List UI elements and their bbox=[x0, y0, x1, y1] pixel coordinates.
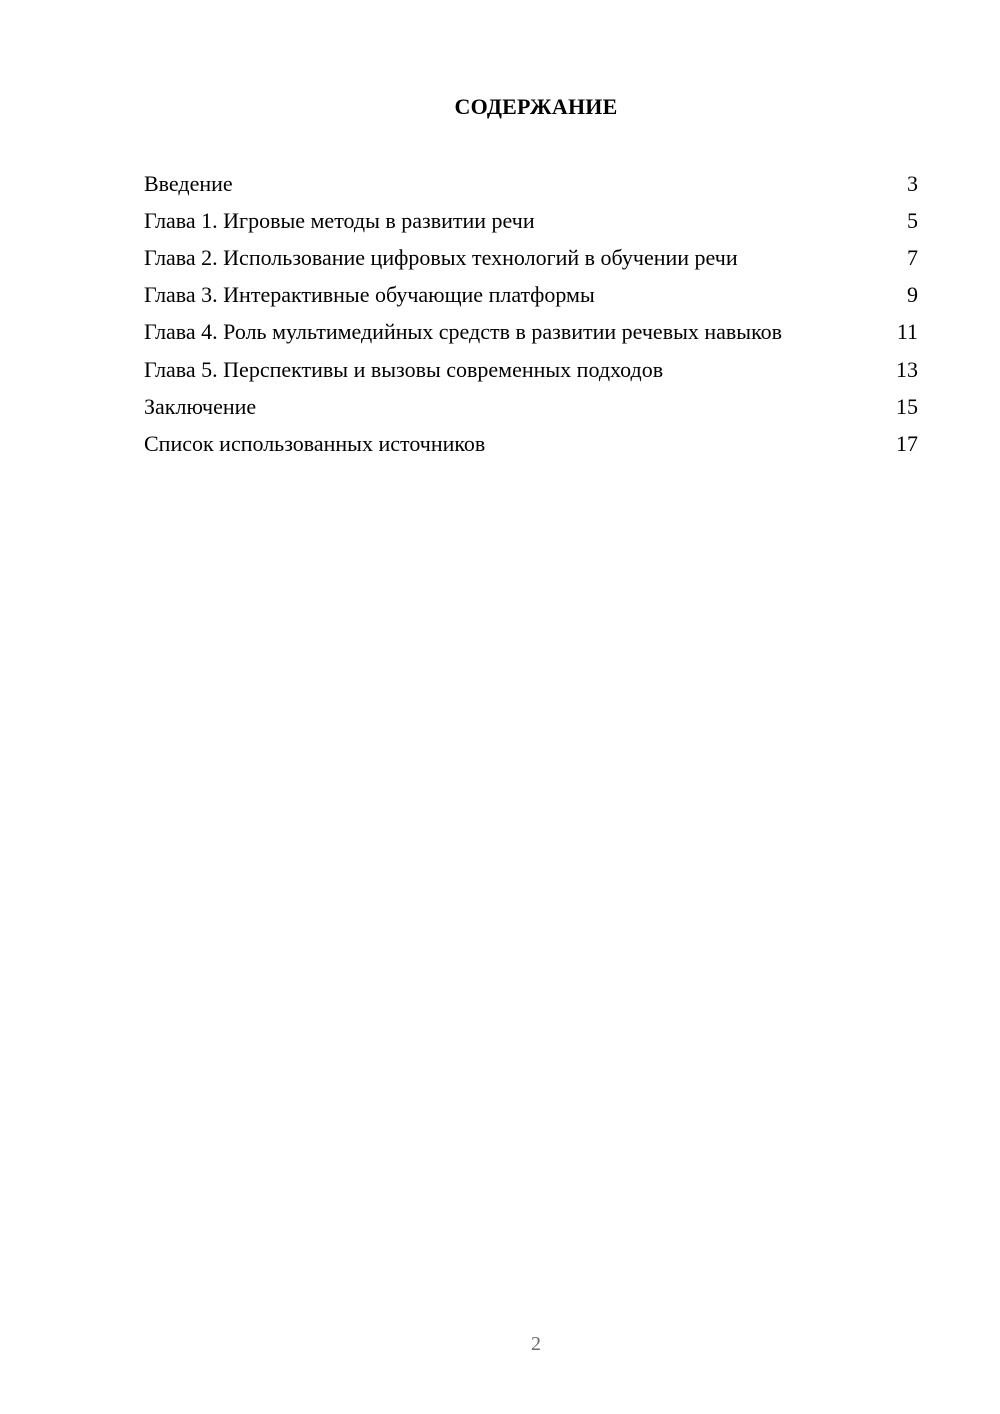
toc-title: СОДЕРЖАНИЕ bbox=[454, 94, 618, 119]
toc-entry-text: Глава 1. Игровые методы в развитии речи bbox=[144, 208, 535, 233]
toc-entry-page: 11 bbox=[896, 319, 918, 344]
toc-entry-page: 5 bbox=[907, 208, 918, 233]
toc-entry-page: 7 bbox=[907, 245, 918, 270]
toc-entry-references bbox=[144, 430, 918, 457]
toc-entry-chapter-3 bbox=[144, 281, 918, 308]
toc-entry-text: Список использованных источников bbox=[144, 431, 486, 456]
toc-entry-page: 17 bbox=[896, 431, 918, 456]
toc-entry-text: Глава 5. Перспективы и вызовы современных подходов bbox=[144, 357, 664, 382]
toc-entry-text: Глава 3. Интерактивные обучающие платформы bbox=[144, 282, 595, 307]
toc-entry-introduction bbox=[144, 170, 918, 197]
toc-entry-page: 3 bbox=[907, 171, 918, 196]
toc-entry-text: Глава 2. Использование цифровых технологий в обучении речи bbox=[144, 245, 738, 270]
toc-entry-chapter-2 bbox=[144, 244, 918, 271]
page-number: 2 bbox=[531, 1333, 541, 1355]
toc-entry-conclusion bbox=[144, 393, 918, 420]
toc-entry-page: 15 bbox=[896, 394, 918, 419]
toc-entry-chapter-4 bbox=[144, 318, 918, 345]
toc-entry-text: Заключение bbox=[144, 394, 257, 419]
toc-entry-page: 9 bbox=[907, 282, 918, 307]
toc-entry-text: Глава 4. Роль мультимедийных средств в развитии речевых навыков bbox=[144, 319, 783, 344]
toc-entry-page: 13 bbox=[896, 357, 918, 382]
toc-entry-chapter-5 bbox=[144, 356, 918, 383]
toc-entry-chapter-1 bbox=[144, 207, 918, 234]
toc-entry-text: Введение bbox=[144, 171, 233, 196]
table-of-contents bbox=[144, 170, 918, 467]
